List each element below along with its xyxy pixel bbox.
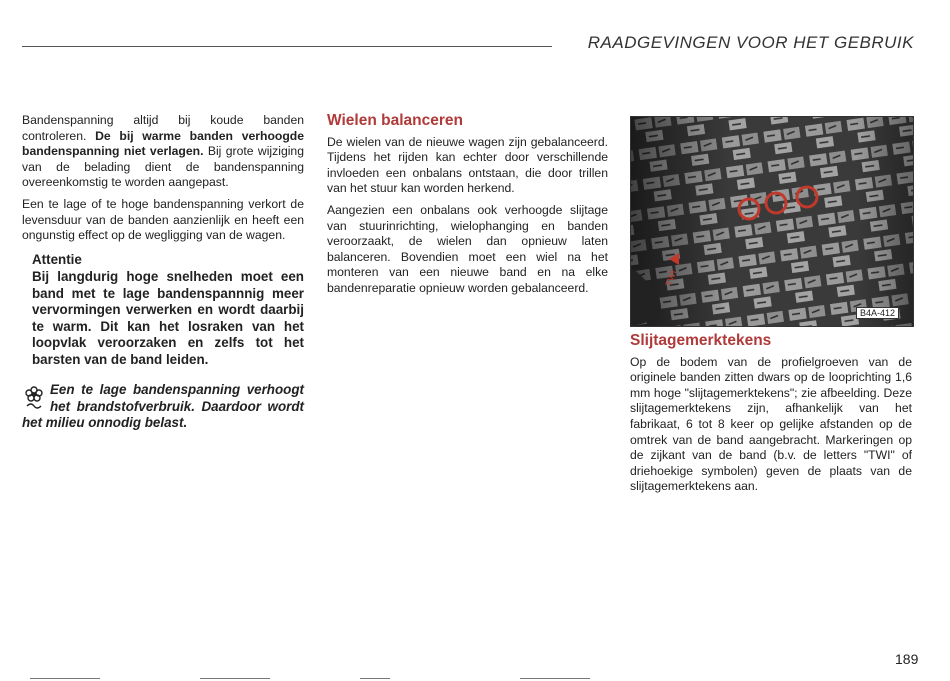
page-number: 189 (895, 651, 919, 667)
heading-balancing: Wielen balanceren (327, 112, 463, 129)
warning-text: Bij langdurig hoge snelheden moet een band met te lage bandenspannnig meer vervormingen verwerken en wordt daarbij te warm. Dit kan het losraken van het loopvlak veroorzaken en zelfs tot het barsten van de band leiden. (32, 269, 304, 367)
text-normal: Bandenspanning altijd bij koude banden controleren. (22, 113, 304, 143)
heading-wear-indicators: Slijtagemerktekens (630, 332, 772, 349)
bottom-rule-1 (30, 678, 100, 679)
bottom-rule-2 (200, 678, 270, 679)
page-header: RAADGEVINGEN VOOR HET GEBRUIK (587, 33, 914, 52)
environment-note (22, 382, 304, 432)
paragraph-balancing-2: Aangezien een onbalans ook verhoogde slijtage van stuurinrichting, wielophanging en banden veroorzaakt, de wielen dan opnieuw laten balanceren. Bovendien moet een wiel na het monteren van een nieuwe band en na elke bandenreparatie opnieuw worden gebalanceerd. (327, 202, 608, 295)
environment-text: Een te lage bandenspanning verhoogt het brandstofverbruik. Daardoor wordt het milieu onnodig belast. (22, 382, 304, 431)
header-rule (22, 46, 552, 47)
paragraph-balancing-1: De wielen van de nieuwe wagen zijn gebalanceerd. Tijdens het rijden kan echter door verschillende invloeden een onbalans ontstaan, die door trillen van het stuur kan worden herkend. (327, 134, 608, 196)
paragraph-pressure (22, 113, 304, 191)
paragraph-wear-indicators: Op de bodem van de profielgroeven van de originele banden zitten dwars op de looprichting 1,6 mm hoge "slijtagemerktekens"; zie afbeelding. Deze slijtagemerktekens zijn, afhankelijk van het fabrikaat, 6 tot 8 keer op gelijke afstanden op de omtrek van de band aangebracht. Markeringen op de zijkant van de band (b.v. de letters "TWI" of driehoekige symbolen) geven de plaats van de slijtagemerktekens aan. (630, 354, 912, 494)
warning-box (32, 252, 304, 369)
column-1 (22, 113, 304, 432)
tire-tread-photo (630, 116, 914, 327)
text-normal-rest: Bij grote wijziging van de belading dient de bandenspanning overeenkomstig te worden aangepast. (22, 144, 304, 190)
tire-tread-image (631, 117, 913, 326)
column-3 (630, 333, 912, 501)
bottom-rule-4 (520, 678, 590, 679)
text-bold: De bij warme banden verhoogde bandenspanning niet verlagen. (22, 128, 304, 159)
bottom-rule-3 (360, 678, 390, 679)
column-2 (327, 113, 608, 303)
warning-title: Attentie (32, 251, 82, 267)
twi-label: TWI (663, 268, 679, 288)
paragraph-lifespan: Een te lage of te hoge bandenspanning verkort de levensduur van de banden aanzienlijk en heeft een ongunstig effect op de wegligging van de wagen. (22, 196, 304, 243)
environment-flower-icon (22, 382, 46, 412)
figure-code: B4A-412 (856, 307, 899, 319)
